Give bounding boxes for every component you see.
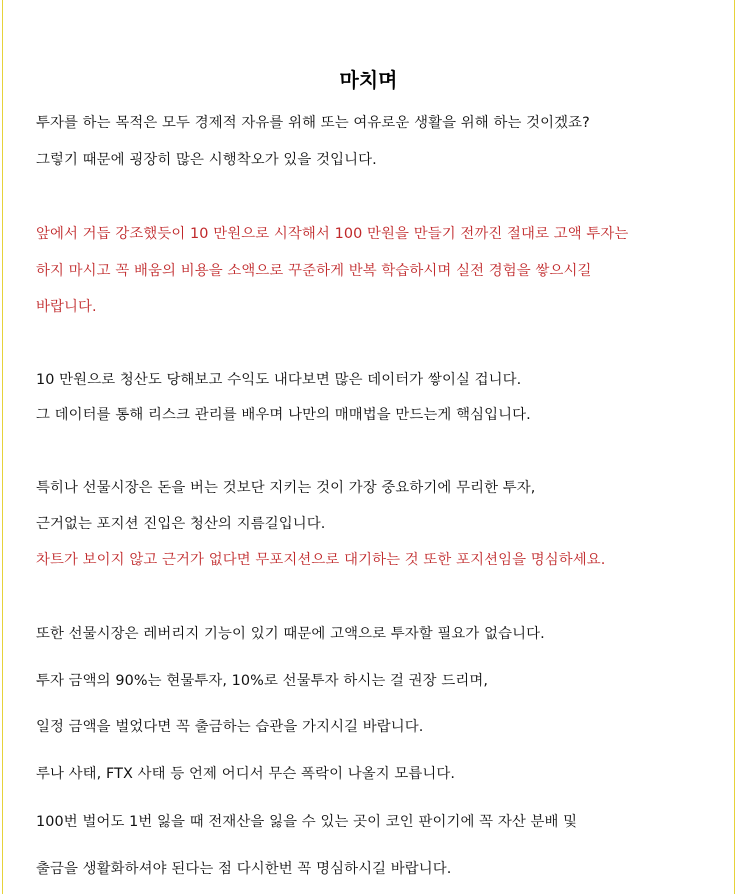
paragraph-line: 루나 사태, FTX 사태 등 언제 어디서 무슨 폭락이 나올지 모릅니다. bbox=[36, 766, 456, 782]
paragraph-line: 100번 벌어도 1번 잃을 때 전재산을 잃을 수 있는 곳이 코인 판이기에 꼭 자산 분배 및 bbox=[36, 814, 578, 830]
paragraph-line: 특히나 선물시장은 돈을 버는 것보단 지키는 것이 가장 중요하기에 무리한 투자, bbox=[36, 480, 536, 496]
paragraph-line: 투자를 하는 목적은 모두 경제적 자유를 위해 또는 여유로운 생활을 위해 하는 것이겠죠? bbox=[36, 115, 590, 131]
paragraph-line: 근거없는 포지션 진입은 청산의 지름길입니다. bbox=[36, 516, 326, 532]
paragraph-line: 그 데이터를 통해 리스크 관리를 배우며 나만의 매매법을 만드는게 핵심입니다. bbox=[36, 407, 531, 423]
document-title: 마치며 bbox=[339, 68, 398, 92]
paragraph-line: 10 만원으로 청산도 당해보고 수익도 내다보면 많은 데이터가 쌓이실 겁니다. bbox=[36, 372, 522, 388]
paragraph-line: 출금을 생활화하셔야 된다는 점 다시한번 꼭 명심하시길 바랍니다. bbox=[36, 861, 452, 877]
emphasis-line: 차트가 보이지 않고 근거가 없다면 무포지션으로 대기하는 것 또한 포지션임을 명심하세요. bbox=[36, 552, 606, 568]
paragraph-line: 투자 금액의 90%는 현물투자, 10%로 선물투자 하시는 걸 권장 드리며, bbox=[36, 673, 489, 689]
paragraph-line: 또한 선물시장은 레버리지 기능이 있기 때문에 고액으로 투자할 필요가 없습니다. bbox=[36, 626, 545, 642]
paragraph-line: 그렇기 때문에 굉장히 많은 시행착오가 있을 것입니다. bbox=[36, 152, 377, 168]
emphasis-line: 하지 마시고 꼭 배움의 비용을 소액으로 꾸준하게 반복 학습하시며 실전 경험을 쌓으시길 bbox=[36, 263, 592, 279]
document-page bbox=[2, 0, 735, 894]
paragraph-line: 일정 금액을 벌었다면 꼭 출금하는 습관을 가지시길 바랍니다. bbox=[36, 719, 424, 735]
emphasis-line: 앞에서 거듭 강조했듯이 10 만원으로 시작해서 100 만원을 만들기 전까진 절대로 고액 투자는 bbox=[36, 226, 629, 242]
emphasis-line: 바랍니다. bbox=[36, 299, 97, 315]
